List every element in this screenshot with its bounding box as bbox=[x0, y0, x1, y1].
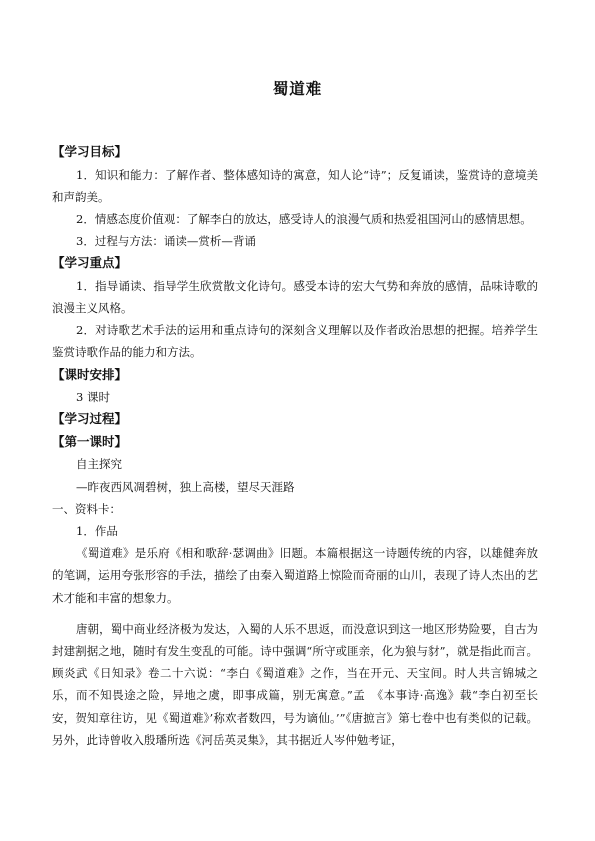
page-title: 蜀道难 bbox=[272, 79, 323, 98]
goal-item-3: 3．过程与方法：诵读—赏析—背诵 bbox=[76, 234, 256, 249]
self-study-label: 自主探究 bbox=[76, 457, 122, 472]
section-heading-lesson-1: 【第一课时】 bbox=[52, 433, 128, 449]
document-body bbox=[52, 141, 538, 751]
goal-item-1: 1．知识和能力：了解作者、整体感知诗的寓意，知人论“诗”；反复诵读，鉴赏诗的意境美和声韵美。 bbox=[52, 167, 538, 204]
section-heading-schedule: 【课时安排】 bbox=[52, 366, 128, 382]
section-heading-key-points: 【学习重点】 bbox=[52, 255, 128, 271]
schedule-text: 3 课时 bbox=[76, 390, 110, 405]
info-card-heading: 一、资料卡： bbox=[52, 501, 121, 516]
key-point-1: 1．指导诵读、指导学生欣赏散文化诗句。感受本诗的宏大气势和奔放的感情，品味诗歌的浪漫主义风格。 bbox=[52, 278, 538, 316]
epigraph-quote: —昨夜西风凋碧树，独上高楼，望尽天涯路 bbox=[76, 479, 295, 494]
body-paragraph-1: 《蜀道难》是乐府《相和歌辞·瑟调曲》旧题。本篇根据这一诗题传统的内容，以雄健奔放的笔调，运用夸张形容的手法，描绘了由秦入蜀道路上惊险而奇丽的山川，表现了诗人杰出的艺术才能和丰富的想象力。 bbox=[52, 546, 538, 605]
body-paragraph-2: 唐朝，蜀中商业经济极为发达，入蜀的人乐不思返，而没意识到这一地区形势险要，自古为封建割据之地，随时有发生变乱的可能。诗中强调“所守或匪亲，化为狼与豺”，就是指此而言。顾炎武《日知录》卷二十六说：“李白《蜀道难》之作，当在开元、天宝间。时人共言锦城之乐，而不知畏途之险，异地之虞，即事成篇，别无寓意。”孟 《本事诗·高逸》载“李白初至长安，贺知章往访，见《蜀道难》’称欢者数四，号为谪仙。’”《唐摭言》第七卷中也有类似的记载。另外，此诗曾收入殷璠所选《河岳英灵集》，其书据近人岑仲勉考证， bbox=[52, 621, 538, 747]
goal-item-2: 2．情感态度价值观：了解李白的放达，感受诗人的浪漫气质和热爱祖国河山的感情思想。 bbox=[76, 211, 532, 226]
work-label: 1．作品 bbox=[76, 523, 118, 538]
section-heading-process: 【学习过程】 bbox=[52, 411, 128, 427]
section-heading-goals: 【学习目标】 bbox=[52, 144, 128, 159]
key-point-2: 2．对诗歌艺术手法的运用和重点诗句的深刻含义理解以及作者政治思想的把握。培养学生鉴赏诗歌作品的能力和方法。 bbox=[52, 323, 538, 360]
